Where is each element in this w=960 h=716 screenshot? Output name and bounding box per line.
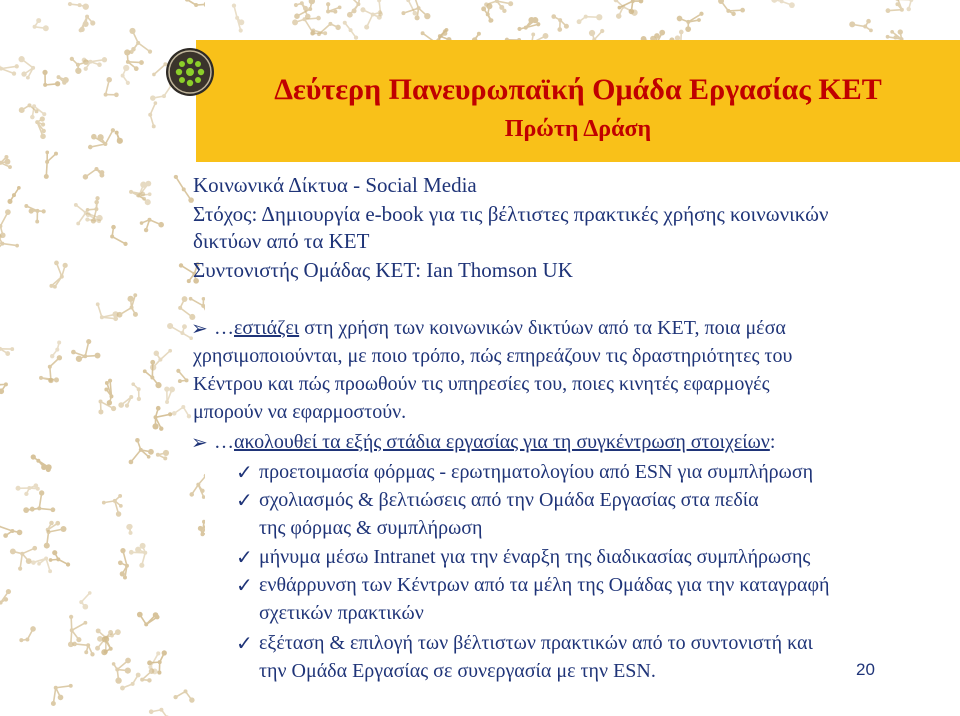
step-1-line-1: προετοιμασία φόρμας - ερωτηματολογίου από ESN για συμπλήρωση xyxy=(259,461,814,483)
check-bullet-icon: ✓ xyxy=(236,488,253,512)
slide-subtitle: Πρώτη Δράση xyxy=(504,116,652,142)
decorative-pattern-left xyxy=(0,0,205,716)
step-2-line-1: σχολιασμός & βελτιώσεις από την Ομάδα Εργασίας στα πεδία xyxy=(259,489,759,511)
info-topic: Κοινωνικά Δίκτυα - Social Media xyxy=(193,173,477,197)
bullet-2-keyword: ακολουθεί τα εξής στάδια εργασίας για τη συγκέντρωση στοιχείων xyxy=(234,431,770,453)
step-3-line-1: μήνυμα μέσω Intranet για την έναρξη της διαδικασίας συμπλήρωσης xyxy=(259,546,811,568)
bullet-1-keyword: εστιάζει xyxy=(234,317,300,339)
bullet-1-line-2: χρησιμοποιούνται, με ποιο τρόπο, πώς επηρεάζουν τις δραστηριότητες του xyxy=(193,345,793,367)
step-4-line-2: σχετικών πρακτικών xyxy=(259,602,424,624)
info-goal-continued: δικτύων από τα ΚΕΤ xyxy=(193,229,370,253)
bullet-1-text: στη χρήση των κοινωνικών δικτύων από τα ΚΕΤ, ποια μέσα xyxy=(299,317,786,339)
arrow-bullet-icon: ➢ xyxy=(191,316,208,340)
bullet-1-ellipsis: … xyxy=(214,317,234,339)
slide-title: Δεύτερη Πανευρωπαϊκή Ομάδα Εργασίας ΚΕΤ xyxy=(274,73,882,106)
check-bullet-icon: ✓ xyxy=(236,460,253,484)
step-4-line-1: ενθάρρυνση των Κέντρων από τα μέλη της Ομάδας για την καταγραφή xyxy=(259,574,830,596)
step-5-line-2: την Ομάδα Εργασίας σε συνεργασία με την ESN. xyxy=(259,660,656,682)
check-bullet-icon: ✓ xyxy=(236,631,253,655)
bullet-2-line-1 xyxy=(214,429,775,455)
page-number: 20 xyxy=(856,660,875,679)
bullet-1-line-1 xyxy=(214,315,786,341)
step-2-line-2: της φόρμας & συμπλήρωση xyxy=(259,517,483,539)
step-5-line-1: εξέταση & επιλογή των βέλτιστων πρακτικών από το συντονιστή και xyxy=(259,632,813,654)
arrow-bullet-icon: ➢ xyxy=(191,430,208,454)
bullet-1-line-3: Κέντρου και πώς προωθούν τις υπηρεσίες του, ποιες κινητές εφαρμογές xyxy=(193,373,770,395)
bullet-1-line-4: μπορούν να εφαρμοστούν. xyxy=(193,401,407,423)
info-coordinator: Συντονιστής Ομάδας ΚΕΤ: Ian Thomson UK xyxy=(193,258,573,282)
check-bullet-icon: ✓ xyxy=(236,545,253,569)
check-bullet-icon: ✓ xyxy=(236,573,253,597)
bullet-2-colon: : xyxy=(769,431,776,453)
info-goal: Στόχος: Δημιουργία e-book για τις βέλτιστες πρακτικές χρήσης κοινωνικών xyxy=(193,202,829,226)
bullet-2-ellipsis: … xyxy=(214,431,234,453)
